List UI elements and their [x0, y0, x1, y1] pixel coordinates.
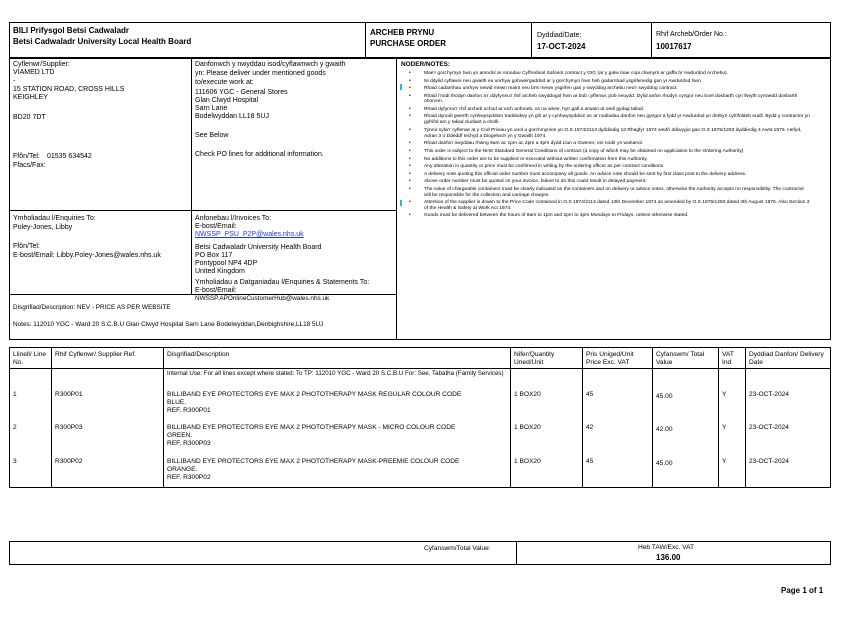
row-line-no: 2 — [13, 424, 17, 431]
col-header-price: Pris Uniged/Unit Price Exc. VAT — [586, 351, 634, 366]
col-header-vat: VAT Ind — [722, 351, 734, 366]
row-desc-1: BILLIBAND EYE PROTECTORS EYE MAX 2 PHOTOTHERAPY MASK REGULAR COLOUR CODE — [167, 391, 462, 398]
supplier-label: Cyflenwr/Supplier: — [13, 61, 70, 68]
row-desc-3: REF. R300P02 — [167, 474, 211, 481]
note-item: • Ni ddylid cyflawni neu gwaith eu unrhyw gohweirgaddod ar y gorchymyn hwn heb gadarnhad ysgrifenedig gan yr Awdurdod hwn. — [400, 79, 810, 85]
invoices-address-4: United Kingdom — [195, 268, 245, 275]
note-item: • Rhaid cadarnhau unrhyw newid mewn maint neu bris mewn ysgrifen gan y swyddog archebu neu'r swyddog contract. — [400, 86, 810, 92]
col-header-desc: Disgrifiad/Description — [167, 351, 230, 358]
delivery-address-3: Sarn Lane — [195, 105, 228, 112]
row-supplier-ref: R300P03 — [55, 424, 83, 431]
org-name-welsh: BILI Prifysgol Betsi Cadwaladr — [13, 26, 130, 35]
row-unit-price: 45 — [586, 391, 594, 398]
row-supplier-ref: R300P01 — [55, 391, 83, 398]
row-desc-2: GREEN. — [167, 432, 193, 439]
note-item: • Tynnir sylw'r cyflenwr at y Cod Prisiau yn unol a gorchmynion yn O.S 1974/2113 dyddiedig 13 Rhagfyr 1974 wedi'i ddiwygio gan O.S 1975/1283 dyddiedig 4 Awst 1975. Hefyd, Adran 3 o Ddeddf Iechyd a Diogelwch yn y Gwaith 1974. — [400, 128, 810, 140]
row-qty: 1 BOX20 — [514, 391, 541, 398]
delivery-label-1: Danfonwch y nwyddau isod/cyflawnwch y gwaith — [195, 61, 346, 68]
internal-use-note: Internal Use: For all lines except where stated: To TP: 112010 YGC - Ward 20 S.C.B.U For: See, Tabatha (Family Services) — [167, 370, 504, 377]
row-total: 45.00 — [656, 460, 673, 467]
delivery-address-2: Glan Clwyd Hospital — [195, 97, 259, 104]
row-total: 42.00 — [656, 426, 673, 433]
col-header-delivery: Dyddiad Danfon/ Delivery Date — [749, 351, 824, 366]
note-item: • The value of chargeable containers must be clearly indicated on the containers and on delivery or advice notes, otherwise the Authority accepts no responsibility. The contractor will be responsible for the collection and carriage charges. — [400, 187, 810, 199]
delivery-check-lines: Check PO lines for additional information. — [195, 151, 324, 158]
row-desc-2: BLUE. — [167, 399, 187, 406]
description-notes: Notes: 112010 YGC - Ward 20 S.C.B.U Glan Clwyd Hospital Sarn Lane Bodelwyddan,Denbighshire,LL18 5UJ — [13, 321, 324, 328]
row-delivery-date: 23-OCT-2024 — [749, 424, 789, 431]
invoices-email-link[interactable]: NWSSP_PSU_P2P@wales.nhs.uk — [195, 231, 304, 238]
col-header-line: Llinell/ Line No. — [13, 351, 46, 366]
row-desc-3: REF. R300P03 — [167, 440, 211, 447]
invoices-address-1: Betsi Cadwaladr University Health Board — [195, 244, 322, 251]
col-header-total: Cyfanswm/ Total Value — [656, 351, 705, 366]
enquiries-label: Ymholiadau l/Enquiries To: — [13, 215, 96, 222]
row-vat: Y — [722, 391, 727, 398]
enquiries-name: Poley-Jones, Libby — [13, 224, 73, 231]
order-number-value: 10017617 — [656, 42, 692, 51]
note-item: • Rhaid dynodi gwerth cynhwysyddion traddodwy yn glir ar y cynhwysyddion ac ar nodiadau danfon neu gyngor a fydd yr Awdurdod yn derbyn cyfrifoldeb eraill. Bydd y contractor yn gyfrifol am y taliad cludiant a cholli. — [400, 114, 810, 126]
notes-title: NODER/NOTES: — [401, 61, 450, 68]
notes-panel — [400, 71, 810, 221]
date-value: 17-OCT-2024 — [537, 42, 586, 51]
supplier-address-1: 15 STATION ROAD, CROSS HILLS — [13, 86, 125, 93]
note-item: • Above order number must be quoted on your invoice, failure to do this could result in delayed payment. — [400, 179, 810, 185]
doc-title-welsh: ARCHEB PRYNU — [370, 28, 435, 37]
row-total: 45.00 — [656, 393, 673, 400]
row-vat: Y — [722, 458, 727, 465]
supplier-phone-value: 01535 634542 — [47, 153, 92, 160]
row-supplier-ref: R300P02 — [55, 458, 83, 465]
org-name-english: Betsi Cadwaladr University Local Health Board — [13, 37, 192, 46]
row-vat: Y — [722, 424, 727, 431]
date-label: Dyddiad/Date: — [537, 32, 582, 39]
note-item: • Rhaid i'nodi rhodyn danfon a'r ddyfynnu'r rhif archeb swyddogol hwn ar bob cyflenwi, pob neuydd. Dylid anfon rhodyn cyngor neu boel dosbarth cyn llwyth cyrraedd dosbarth ohonom. — [400, 94, 810, 106]
row-delivery-date: 23-OCT-2024 — [749, 458, 789, 465]
note-item: • Rhaid danfon nwyddau rhwng 9am ac 1pm ac 2pm a 4pm dydd Llun a Gwener, oni nodir yn wahanol. — [400, 141, 810, 147]
row-desc-1: BILLIBAND EYE PROTECTORS EYE MAX 2 PHOTOTHERAPY MASK - MICRO COLOUR CODE — [167, 424, 456, 431]
row-unit-price: 45 — [586, 458, 594, 465]
row-line-no: 3 — [13, 458, 17, 465]
supplier-name: VIAMED LTD — [13, 69, 55, 76]
total-exc-vat-label: Heb TAW/Exc. VAT — [638, 544, 695, 551]
row-delivery-date: 23-OCT-2024 — [749, 391, 789, 398]
row-desc-3: REF. R300P01 — [167, 407, 211, 414]
supplier-dash: - — [13, 78, 16, 85]
col-header-ref: Rhif Cyflenwr/ Supplier Ref. — [55, 351, 136, 358]
statements-email: NWSSP.APOnlineCustomerHub@wales.nhs.uk — [195, 295, 330, 302]
invoices-address-2: PO Box 117 — [195, 252, 233, 259]
description-line: Disgrifiad/Description: NEV - PRICE AS PER WEBSITE — [13, 304, 171, 311]
col-header-qty: Nifer/Quantity Uned/Unit — [514, 351, 555, 366]
note-item: • A delivery note quoting this official order number must accompany all goods. An advice note should be sent by first class post to the delivery address. — [400, 172, 810, 178]
note-item: • Mae'r gorchymyn hwn yn amodol ar Amodau Cyffredinol Safonol contract y GIG (ar y galw mae copi chwnynt ar gaffa hr Awdurdod Archebu). — [400, 71, 810, 77]
invoices-email-label: E-bost/Email: — [195, 223, 237, 230]
note-item: • Attention of the supplier is drawn to the Price Code contained in O.S 1974/2113 dated 13th December 1974 as amended by O.S 1975/1283 dated 4th August 1975. Also Section 3 of the Health & Safety at Work Act 1974. — [400, 200, 810, 212]
row-desc-1: BILLIBAND EYE PROTECTORS EYE MAX 2 PHOTOTHERAPY MASK-PREEMIE COLOUR CODE — [167, 458, 460, 465]
totals-box — [9, 541, 831, 565]
note-item: • This order is subject to the NHS Standard General Conditions of contract (a copy of which may be obtained on application to the Ordering Authority) — [400, 149, 810, 155]
enquiries-phone-label: Ffôn/Tel: — [13, 243, 40, 250]
row-line-no: 1 — [13, 391, 17, 398]
supplier-address-2: KEIGHLEY — [13, 94, 49, 101]
supplier-phone-label: Ffôn/Tel: — [13, 153, 40, 160]
doc-title-english: PURCHASE ORDER — [370, 39, 447, 48]
supplier-fax-label: Ffacs/Fax: — [13, 162, 46, 169]
enquiries-email: E-bost/Email: Libby.Poley-Jones@wales.nhs.uk — [13, 252, 161, 259]
delivery-address-4: Bodelwyddan LL18 5UJ — [195, 113, 269, 120]
row-qty: 1 BOX20 — [514, 458, 541, 465]
statements-label: Ymholiadau a Datganiadau l/Enquiries & Statements To: — [195, 279, 370, 286]
delivery-address-1: 111606 YGC - General Stores — [195, 89, 288, 96]
delivery-label-3: to/execute work at: — [195, 79, 254, 86]
note-item: • Goods must be delivered between the hours of 9am to 1pm and 2pm to 4pm Mondays to Fridays, unless otherwise stated. — [400, 213, 810, 219]
delivery-label-2: yn: Please deliver under mentioned goods — [195, 70, 326, 77]
total-value-label: Cyfanswm/Total Value: — [424, 545, 491, 552]
order-number-label: Rhif Archeb/Order No.: — [656, 31, 727, 38]
note-item: • Any alteration in quantity or price must be confirmed in writing by the ordering officer as per contract conditions. — [400, 164, 810, 170]
delivery-see-below: See Below — [195, 132, 229, 139]
note-item: • Rhaid dyfynnu'r rhif archeb uchod ar eich anfoneb, os na wneir, hyn gall a arwain at oedi gydag taliad. — [400, 107, 810, 113]
row-desc-2: ORANGE. — [167, 466, 198, 473]
page-number: Page 1 of 1 — [781, 586, 824, 595]
row-qty: 1 BOX20 — [514, 424, 541, 431]
supplier-postcode: BD20 7DT — [13, 114, 46, 121]
note-item: • No additions to this order are to be supplied or executed without written confirmation from this Authority. — [400, 157, 810, 163]
total-value: 136.00 — [656, 553, 681, 562]
invoices-label: Anfonebau l/Invoices To: — [195, 215, 272, 222]
row-unit-price: 42 — [586, 424, 594, 431]
statements-email-label: E-bost/Email: — [195, 287, 237, 294]
invoices-address-3: Pontypool NP4 4DP — [195, 260, 258, 267]
